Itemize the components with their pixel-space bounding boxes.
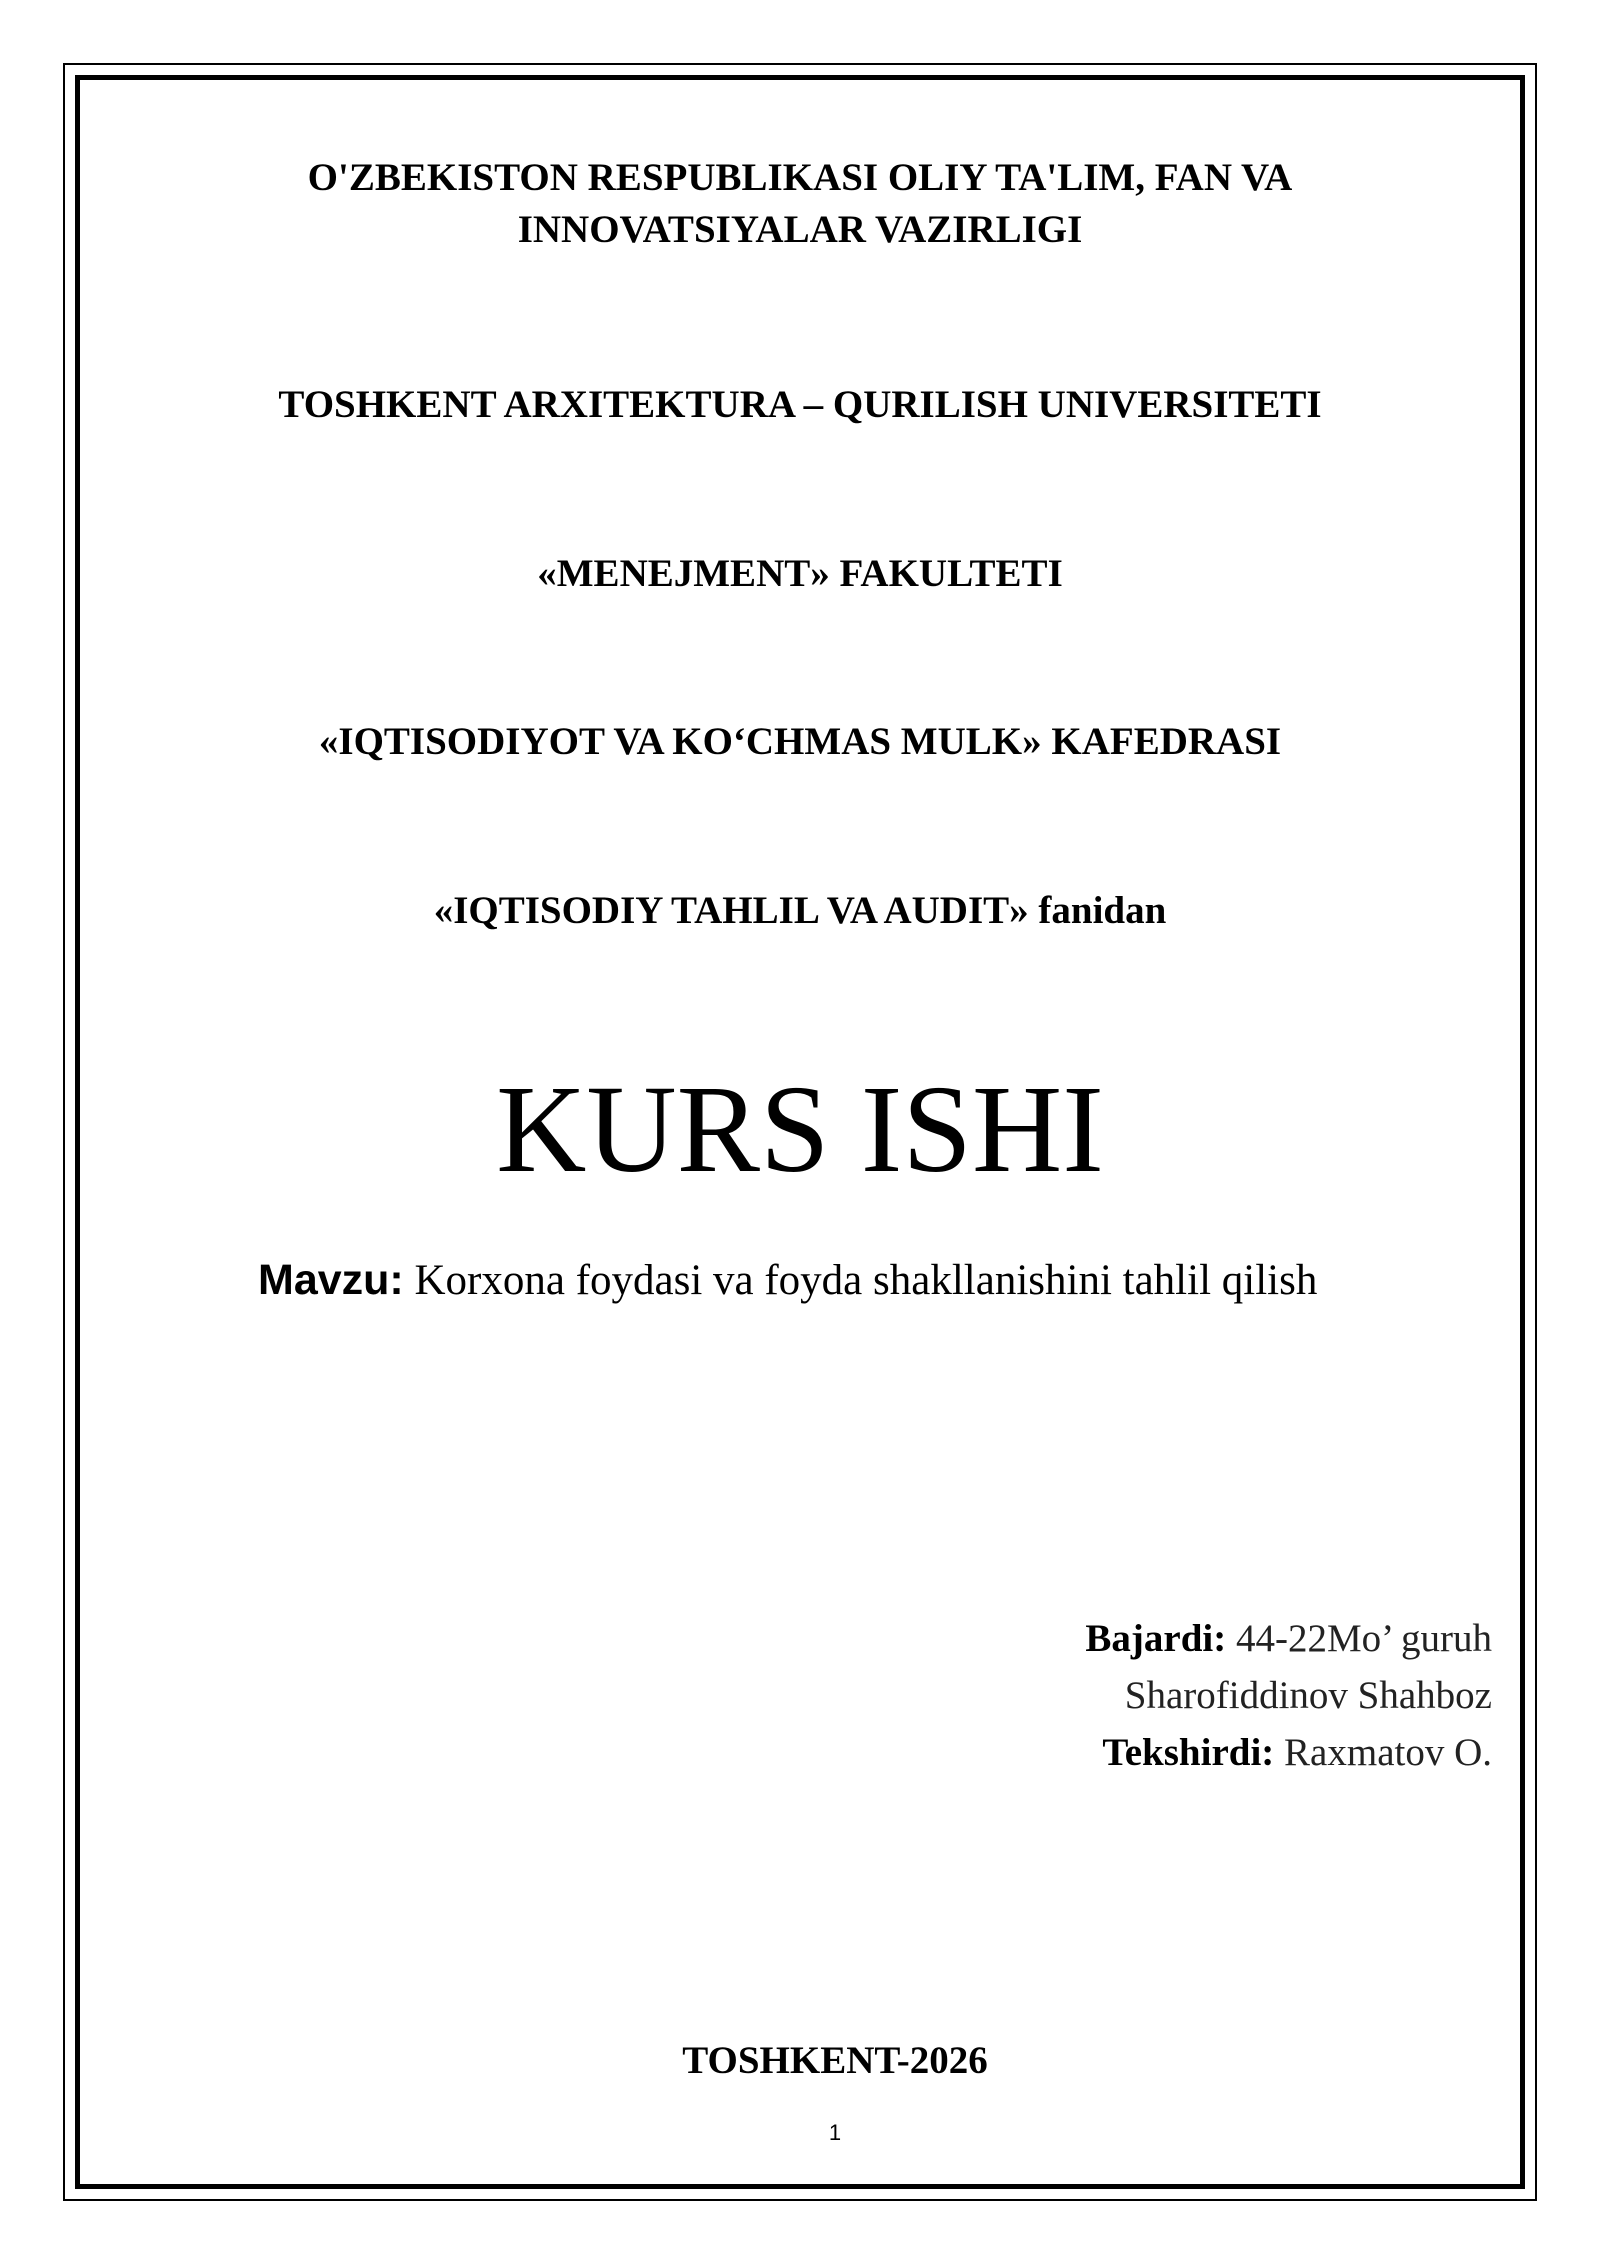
student-row xyxy=(1085,1667,1492,1724)
faculty-name: «MENEJMENT» FAKULTETI xyxy=(537,552,1063,595)
checked-label: Tekshirdi: xyxy=(1102,1731,1275,1774)
ministry-line-1: O'ZBEKISTON RESPUBLIKASI OLIY TA'LIM, FAN VA xyxy=(307,156,1293,199)
topic-value: Korxona foydasi va foyda shakllanishini tahlil qilish xyxy=(414,1257,1318,1304)
university-name: TOSHKENT ARXITEKTURA – QURILISH UNIVERSITETI xyxy=(278,383,1322,426)
teacher-name: Raxmatov O. xyxy=(1284,1731,1492,1774)
topic-label: Mavzu: xyxy=(258,1256,404,1304)
ministry-line-2: INNOVATSIYALAR VAZIRLIGI xyxy=(517,208,1083,251)
city-year: TOSHKENT-2026 xyxy=(682,2039,988,2082)
group-value: 44-22Mo’ guruh xyxy=(1236,1617,1492,1660)
ministry-heading xyxy=(0,152,1600,256)
checked-by-row xyxy=(1085,1724,1492,1781)
topic xyxy=(258,1252,1317,1309)
performed-by-row xyxy=(1085,1610,1492,1667)
page-number: 1 xyxy=(828,2120,842,2145)
department-name: «IQTISODIYOT VA KO‘CHMAS MULK» KAFEDRASI xyxy=(318,720,1282,763)
student-name: Sharofiddinov Shahboz xyxy=(1124,1674,1492,1717)
performed-label: Bajardi: xyxy=(1085,1617,1227,1660)
document-title: KURS ISHI xyxy=(496,1061,1104,1199)
subject-name: «IQTISODIY TAHLIL VA AUDIT» fanidan xyxy=(433,889,1167,932)
credits-block xyxy=(1085,1610,1492,1781)
